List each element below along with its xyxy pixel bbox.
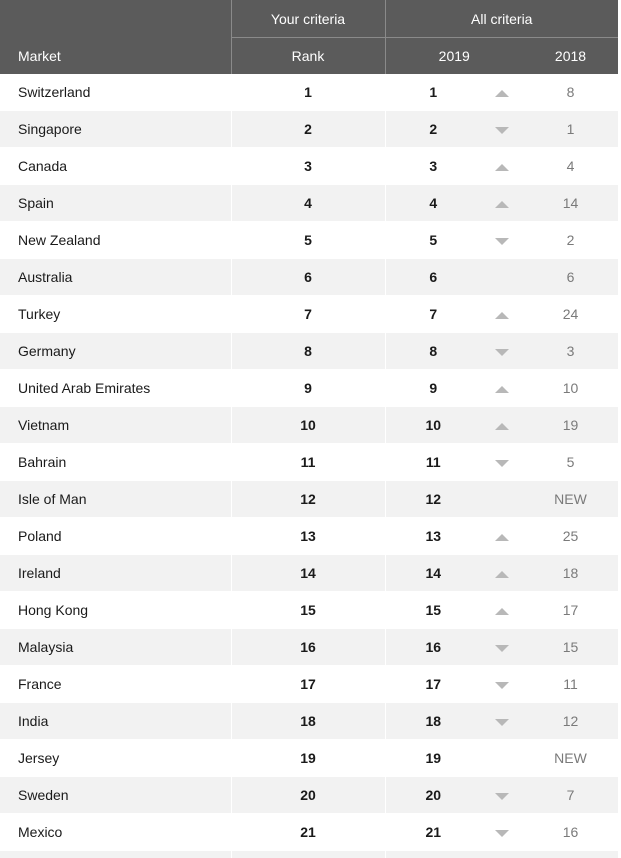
market-name: Germany [0, 333, 231, 370]
trend-cell [481, 777, 523, 814]
table-row [0, 148, 618, 185]
rank-2019: 3 [385, 148, 481, 185]
down-arrow-icon [495, 793, 509, 800]
trend-cell [481, 259, 523, 296]
down-arrow-icon [495, 645, 509, 652]
rank-2019: 13 [385, 518, 481, 555]
table-row [0, 518, 618, 555]
rank-2019: 18 [385, 703, 481, 740]
market-name: Singapore [0, 111, 231, 148]
your-criteria-rank: 14 [231, 555, 385, 592]
rank-2018: 24 [523, 296, 618, 333]
trend-cell [481, 185, 523, 222]
up-arrow-icon [495, 90, 509, 97]
rank-2019: 20 [385, 777, 481, 814]
your-criteria-rank: 2 [231, 111, 385, 148]
rank-2018: 19 [523, 407, 618, 444]
market-name: France [0, 666, 231, 703]
rank-2018: 1 [523, 111, 618, 148]
your-criteria-rank: 15 [231, 592, 385, 629]
trend-cell [481, 666, 523, 703]
market-name: Switzerland [0, 74, 231, 111]
your-criteria-rank: 5 [231, 222, 385, 259]
trend-cell [481, 592, 523, 629]
rank-2018: 5 [523, 444, 618, 481]
table-row [0, 296, 618, 333]
rank-2019: 21 [385, 814, 481, 851]
market-name: Vietnam [0, 407, 231, 444]
your-criteria-rank: 13 [231, 518, 385, 555]
rank-2018: 3 [523, 333, 618, 370]
trend-cell [481, 629, 523, 666]
trend-cell [481, 148, 523, 185]
column-header-market[interactable] [0, 0, 231, 74]
your-criteria-rank: 6 [231, 259, 385, 296]
rank-2019: 1 [385, 74, 481, 111]
table-row [0, 555, 618, 592]
table-row [0, 222, 618, 259]
down-arrow-icon [495, 127, 509, 134]
trend-cell [481, 740, 523, 777]
rank-2018: 4 [523, 148, 618, 185]
market-name: Australia [0, 259, 231, 296]
trend-cell [481, 481, 523, 518]
trend-cell [481, 111, 523, 148]
empty-cell [231, 851, 385, 858]
trend-cell [481, 444, 523, 481]
market-name: Turkey [0, 296, 231, 333]
table-row [0, 666, 618, 703]
table-row [0, 74, 618, 111]
rank-2019: 5 [385, 222, 481, 259]
table-row [0, 777, 618, 814]
table-header [0, 0, 618, 74]
rank-2018: 8 [523, 74, 618, 111]
market-name: Hong Kong [0, 592, 231, 629]
trend-cell [481, 74, 523, 111]
group-header-your-criteria: Your criteria [231, 0, 385, 38]
table-body [0, 74, 618, 858]
down-arrow-icon [495, 682, 509, 689]
market-name: Poland [0, 518, 231, 555]
your-criteria-rank: 12 [231, 481, 385, 518]
rank-2018: 6 [523, 259, 618, 296]
rank-2019: 8 [385, 333, 481, 370]
rank-2019: 14 [385, 555, 481, 592]
table-row [0, 592, 618, 629]
up-arrow-icon [495, 201, 509, 208]
rank-2018: 18 [523, 555, 618, 592]
your-criteria-rank: 3 [231, 148, 385, 185]
your-criteria-rank: 10 [231, 407, 385, 444]
market-name: Sweden [0, 777, 231, 814]
your-criteria-rank: 4 [231, 185, 385, 222]
your-criteria-rank: 18 [231, 703, 385, 740]
rank-2019: 2 [385, 111, 481, 148]
rank-2019: 15 [385, 592, 481, 629]
column-header-market-label: Market [18, 48, 61, 64]
market-name: Jersey [0, 740, 231, 777]
trend-cell [481, 518, 523, 555]
your-criteria-rank: 1 [231, 74, 385, 111]
market-name: India [0, 703, 231, 740]
down-arrow-icon [495, 349, 509, 356]
trend-cell [481, 814, 523, 851]
down-arrow-icon [495, 719, 509, 726]
rank-2018: 2 [523, 222, 618, 259]
table-row [0, 444, 618, 481]
rank-2019: 10 [385, 407, 481, 444]
column-header-2019[interactable]: 2019 [385, 38, 523, 75]
market-name: Isle of Man [0, 481, 231, 518]
up-arrow-icon [495, 608, 509, 615]
trend-cell [481, 407, 523, 444]
column-header-rank[interactable]: Rank [231, 38, 385, 75]
table-row [0, 259, 618, 296]
market-name: Ireland [0, 555, 231, 592]
table-row [0, 407, 618, 444]
table-row [0, 629, 618, 666]
trend-cell [481, 333, 523, 370]
empty-cell [481, 851, 523, 858]
trend-cell [481, 370, 523, 407]
header-group-row [0, 0, 618, 38]
up-arrow-icon [495, 571, 509, 578]
empty-cell [385, 851, 481, 858]
rank-2019: 17 [385, 666, 481, 703]
rank-2019: 6 [385, 259, 481, 296]
your-criteria-rank: 8 [231, 333, 385, 370]
up-arrow-icon [495, 534, 509, 541]
trend-cell [481, 555, 523, 592]
rank-2019: 12 [385, 481, 481, 518]
table-row [0, 370, 618, 407]
your-criteria-rank: 17 [231, 666, 385, 703]
your-criteria-rank: 20 [231, 777, 385, 814]
rank-2018: 7 [523, 777, 618, 814]
empty-cell [523, 851, 618, 858]
table-row [0, 703, 618, 740]
up-arrow-icon [495, 164, 509, 171]
table-row [0, 740, 618, 777]
trend-cell [481, 222, 523, 259]
table-row-partial [0, 851, 618, 858]
market-name: Canada [0, 148, 231, 185]
column-header-2018[interactable]: 2018 [523, 38, 618, 75]
your-criteria-rank: 11 [231, 444, 385, 481]
market-name: Malaysia [0, 629, 231, 666]
market-name: Spain [0, 185, 231, 222]
down-arrow-icon [495, 460, 509, 467]
market-name: New Zealand [0, 222, 231, 259]
group-header-all-criteria: All criteria [385, 0, 618, 38]
up-arrow-icon [495, 386, 509, 393]
your-criteria-rank: 16 [231, 629, 385, 666]
market-name: Bahrain [0, 444, 231, 481]
rank-2018: 16 [523, 814, 618, 851]
rank-2018: NEW [523, 740, 618, 777]
rank-2019: 11 [385, 444, 481, 481]
market-name: United Arab Emirates [0, 370, 231, 407]
empty-cell [0, 851, 231, 858]
down-arrow-icon [495, 830, 509, 837]
rank-2018: 12 [523, 703, 618, 740]
table-row [0, 111, 618, 148]
rank-2018: NEW [523, 481, 618, 518]
rank-2019: 4 [385, 185, 481, 222]
rank-2018: 11 [523, 666, 618, 703]
table-row [0, 814, 618, 851]
market-name: Mexico [0, 814, 231, 851]
down-arrow-icon [495, 238, 509, 245]
your-criteria-rank: 21 [231, 814, 385, 851]
trend-cell [481, 296, 523, 333]
your-criteria-rank: 9 [231, 370, 385, 407]
up-arrow-icon [495, 312, 509, 319]
up-arrow-icon [495, 423, 509, 430]
table-row [0, 481, 618, 518]
rank-2019: 7 [385, 296, 481, 333]
trend-cell [481, 703, 523, 740]
your-criteria-rank: 7 [231, 296, 385, 333]
your-criteria-rank: 19 [231, 740, 385, 777]
rank-2018: 15 [523, 629, 618, 666]
rank-2018: 10 [523, 370, 618, 407]
table-row [0, 333, 618, 370]
rank-2018: 14 [523, 185, 618, 222]
rank-2018: 17 [523, 592, 618, 629]
rank-2018: 25 [523, 518, 618, 555]
rank-2019: 9 [385, 370, 481, 407]
table-row [0, 185, 618, 222]
rank-2019: 19 [385, 740, 481, 777]
rank-2019: 16 [385, 629, 481, 666]
